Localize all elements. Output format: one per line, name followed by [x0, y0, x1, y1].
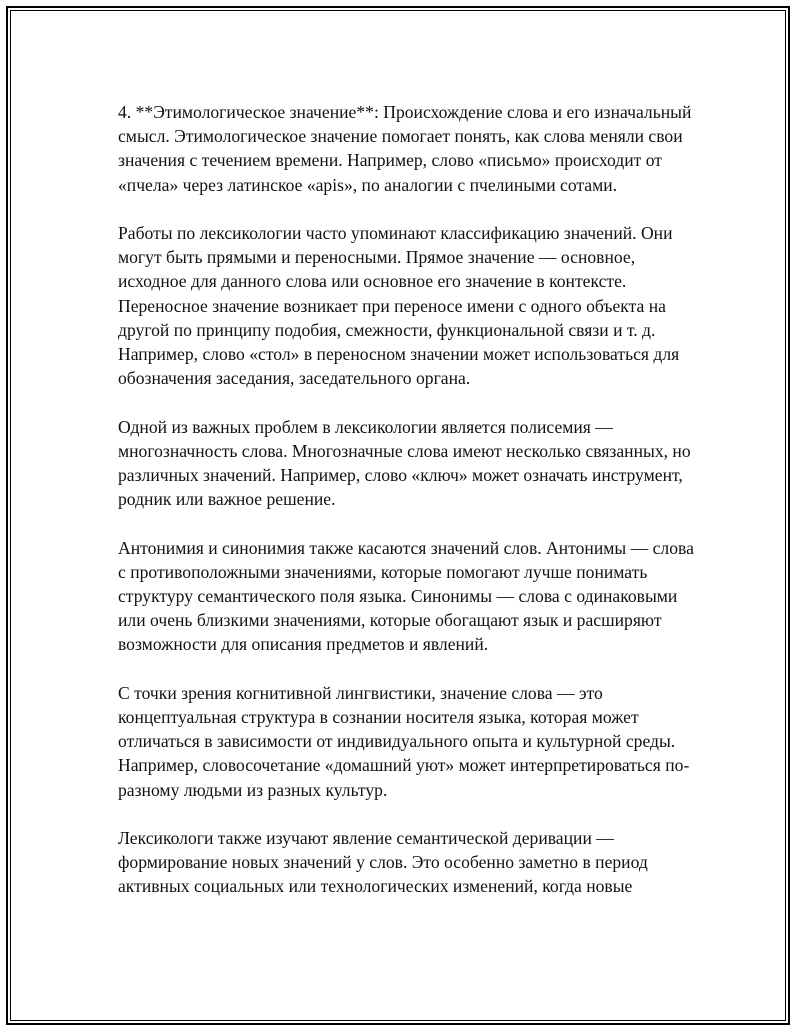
paragraph-cognitive-linguistics: С точки зрения когнитивной лингвистики, значение слова — это концептуальная структура в сознании носителя языка, которая может отличаться в зависимости от индивидуального опыта и культурной среды. Например, словосочетание «домашний уют» может интерпретироваться по-разному людьми из разных культур.	[118, 682, 690, 800]
paragraph-polysemy: Одной из важных проблем в лексикологии является полисемия — многозначность слова. Многозначные слова имеют несколько связанных, но различных значений. Например, слово «ключ» может означать инструмент, родник или важное решение.	[118, 416, 691, 510]
document-body	[118, 100, 698, 923]
paragraph-antonymy-synonymy: Антонимия и синонимия также касаются значений слов. Антонимы — слова с противоположными значениями, которые помогают лучше понимать структуру семантического поля языка. Синонимы — слова с одинаковыми или очень близкими значениями, которые обогащают язык и расширяют возможности для описания предметов и явлений.	[118, 537, 694, 655]
paragraph-etymological-meaning: 4. **Этимологическое значение**: Происхождение слова и его изначальный смысл. Этимологическое значение помогает понять, как слова меняли свои значения с течением времени. Например, слово «письмо» происходит от «пчела» через латинское «apis», по аналогии с пчелиными сотами.	[118, 102, 692, 195]
paragraph-semantic-derivation: Лексикологи также изучают явление семантической деривации — формирование новых значений у слов. Это особенно заметно в период активных социальных или технологических изменений, когда новые	[118, 828, 648, 897]
document-page	[6, 6, 790, 1025]
paragraph-meaning-classification: Работы по лексикологии часто упоминают классификацию значений. Они могут быть прямыми и переносными. Прямое значение — основное, исходное для данного слова или основное его значение в контексте. Переносное значение возникает при переносе имени с одного объекта на другой по принципу подобия, смежности, функциональной связи и т. д. Например, слово «стол» в переносном значении может использоваться для обозначения заседания, заседательного органа.	[118, 223, 680, 389]
